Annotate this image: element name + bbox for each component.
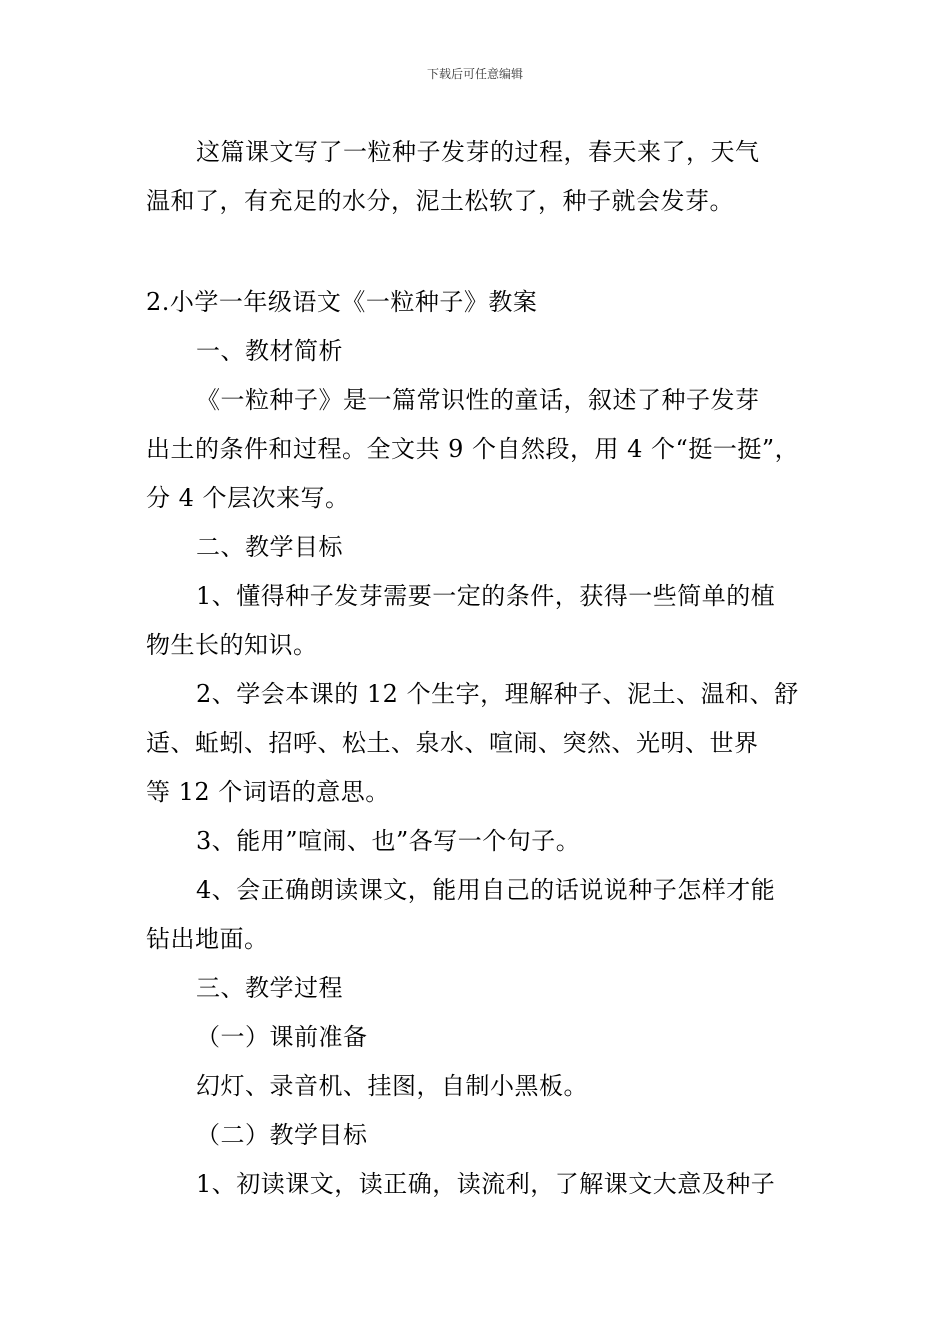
section-title: 2.小学一年级语文《一粒种子》教案	[146, 288, 538, 316]
document-body	[146, 128, 816, 1209]
list-item: 1、初读课文，读正确，读流利，了解课文大意及种子	[196, 1170, 776, 1198]
subheading-preparation: （一）课前准备	[196, 1023, 368, 1051]
heading-teaching-goals: 二、教学目标	[196, 533, 343, 561]
paragraph-line: 这篇课文写了一粒种子发芽的过程，春天来了，天气	[196, 138, 760, 166]
list-item-continuation: 适、蚯蚓、招呼、松土、泉水、喧闹、突然、光明、世界	[146, 729, 759, 757]
list-item: 1、懂得种子发芽需要一定的条件，获得一些简单的植	[196, 582, 776, 610]
paragraph-line: 温和了，有充足的水分，泥土松软了，种子就会发芽。	[146, 187, 734, 215]
subheading-teaching-goals: （二）教学目标	[196, 1121, 368, 1149]
paragraph-line: 幻灯、录音机、挂图，自制小黑板。	[196, 1072, 588, 1100]
heading-teaching-process: 三、教学过程	[196, 974, 343, 1002]
paragraph-line: 《一粒种子》是一篇常识性的童话，叙述了种子发芽	[196, 386, 760, 414]
page-header: 下载后可任意编辑	[426, 67, 523, 81]
list-item: 2、学会本课的 12 个生字，理解种子、泥土、温和、舒	[196, 680, 799, 708]
list-item-continuation: 物生长的知识。	[146, 631, 318, 659]
paragraph-line: 分 4 个层次来写。	[146, 484, 350, 512]
paragraph-gap	[146, 226, 816, 278]
paragraph-line: 出土的条件和过程。全文共 9 个自然段，用 4 个“挺一挺”，	[146, 435, 800, 463]
list-item: 4、会正确朗读课文，能用自己的话说说种子怎样才能	[196, 876, 776, 904]
list-item: 3、能用”喧闹、也”各写一个句子。	[196, 827, 581, 855]
list-item-continuation: 钻出地面。	[146, 925, 269, 953]
heading-textbook-analysis: 一、教材简析	[196, 337, 343, 365]
list-item-continuation: 等 12 个词语的意思。	[146, 778, 390, 806]
